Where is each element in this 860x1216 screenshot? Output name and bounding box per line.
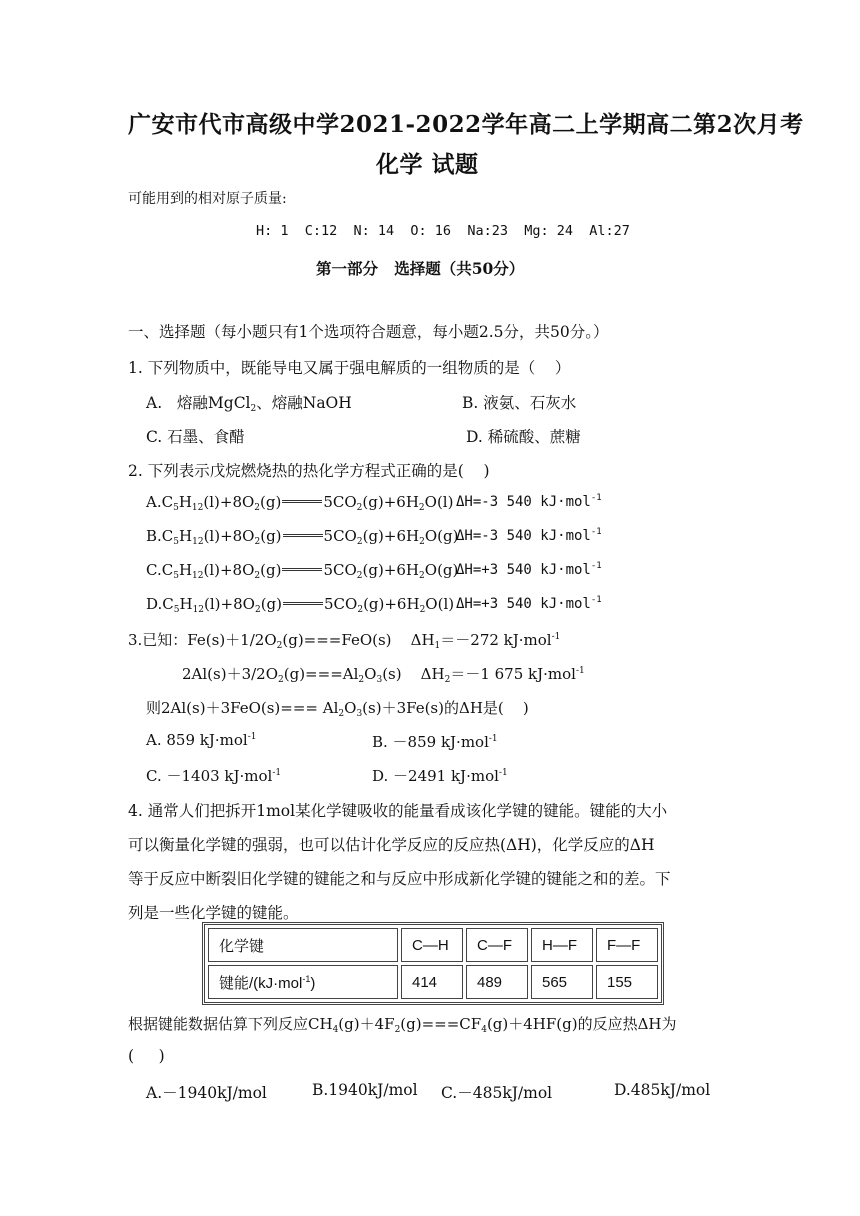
- q2-option-b: $B.C_5H_{12}(l)+8O_2(g)$ $5CO_2(g)+6H_2O(g)$: [146, 527, 459, 547]
- exam-title-line2: 化学 试题: [376, 151, 479, 178]
- q2-stem: 2. 下列表示戊烷燃烧热的热化学方程式正确的是( ): [128, 462, 490, 480]
- atomic-mass-values: H: 1 C:12 N: 14 O: 16 Na:23 Mg: 24 Al:27: [256, 223, 630, 239]
- q3-option-d: D. －2491 kJ·mol$^{-1}$: [372, 767, 508, 785]
- q1-option-d: D. 稀硫酸、蔗糖: [466, 428, 581, 446]
- table-cell: 155: [596, 965, 658, 999]
- table-header-cell: H—F: [531, 928, 593, 962]
- q1-stem: 1. 下列物质中，既能导电又属于强电解质的一组物质的是（ ）: [128, 359, 571, 377]
- q2-option-d-dh: ΔH=+3 540 kJ·mol$^{-1}$: [456, 595, 602, 612]
- section-heading: 一、选择题（每小题只有1个选项符合题意，每小题2.5分，共50分。）: [128, 323, 609, 341]
- exam-title-line1: 广安市代市高级中学2021-2022学年高二上学期高二第2次月考: [128, 111, 804, 138]
- table-cell: 565: [531, 965, 593, 999]
- q4-option-a: A.－1940kJ/mol: [146, 1084, 267, 1102]
- q1-option-a: A. 熔融MgCl$_2$、熔融NaOH: [146, 394, 352, 414]
- q3-option-a: A. 859 kJ·mol$^{-1}$: [146, 731, 257, 749]
- q2-option-c: $C.C_5H_{12}(l)+8O_2(g)$ $5CO_2(g)+6H_2O(g)$: [146, 561, 459, 581]
- q4-option-b: B.1940kJ/mol: [312, 1081, 418, 1099]
- q2-option-a-dh: ΔH=-3 540 kJ·mol$^{-1}$: [456, 493, 602, 510]
- q2-option-d: $D.C_5H_{12}(l)+8O_2(g)$ $5CO_2(g)+6H_2O(l)$: [146, 595, 455, 615]
- table-row: [208, 928, 658, 962]
- table-header-cell: F—F: [596, 928, 658, 962]
- table-header-cell: C—H: [401, 928, 463, 962]
- table-cell: 414: [401, 965, 463, 999]
- q4-ask-blank: ( ): [128, 1047, 165, 1065]
- q3-option-c: C. －1403 kJ·mol$^{-1}$: [146, 767, 282, 785]
- q3-option-b: B. －859 kJ·mol$^{-1}$: [372, 733, 498, 751]
- q1-option-c: C. 石墨、食醋: [146, 428, 245, 446]
- q4-paragraph-line4: 列是一些化学键的键能。: [128, 904, 299, 922]
- table-row: [208, 965, 658, 999]
- table-header-cell: 化学键: [208, 928, 398, 962]
- q4-option-d: D.485kJ/mol: [614, 1081, 711, 1099]
- q2-option-b-dh: ΔH=-3 540 kJ·mol$^{-1}$: [456, 527, 602, 544]
- atomic-mass-label: 可能用到的相对原子质量:: [128, 191, 287, 207]
- q3-given-1: 3.已知：$Fe(s)+1/2O_2(g)===FeO(s)$ $\Delta H_1=-272$ kJ·mol$^{-1}$: [128, 631, 561, 651]
- table-header-cell: C—F: [466, 928, 528, 962]
- table-row-label: 键能/(kJ·mol$^{-1}$): [208, 965, 398, 999]
- q2-option-a: $A.C_5H_{12}(l)+8O_2(g)$ $5CO_2(g)+6H_2O(l)$: [146, 493, 454, 513]
- q4-paragraph-line2: 可以衡量化学键的强弱，也可以估计化学反应的反应热(ΔH)，化学反应的ΔH: [128, 836, 655, 854]
- part-heading: 第一部分 选择题（共50分）: [316, 259, 525, 278]
- q1-option-b: B. 液氨、石灰水: [462, 394, 577, 412]
- bond-energy-table: [202, 922, 664, 1005]
- q4-paragraph-line1: 4. 通常人们把拆开1mol某化学键吸收的能量看成该化学键的键能。键能的大小: [128, 802, 668, 820]
- q3-question: 则$2Al(s)+3FeO(s)=== Al_2O_3(s)+3Fe(s)$的ΔH是( ): [146, 699, 529, 719]
- q4-ask: 根据键能数据估算下列反应$CH_4(g)+4F_2(g)===CF_4(g)+4HF(g)$的反应热ΔH为: [128, 1015, 677, 1035]
- q2-option-c-dh: ΔH=+3 540 kJ·mol$^{-1}$: [456, 561, 602, 578]
- q4-option-c: C.－485kJ/mol: [441, 1084, 553, 1102]
- table-cell: 489: [466, 965, 528, 999]
- q3-given-2: $2Al(s)+3/2O_2(g)===Al_2O_3(s)$ $\Delta H_2=-1$ 675 kJ·mol$^{-1}$: [182, 665, 585, 685]
- q4-paragraph-line3: 等于反应中断裂旧化学键的键能之和与反应中形成新化学键的键能之和的差。下: [128, 870, 671, 888]
